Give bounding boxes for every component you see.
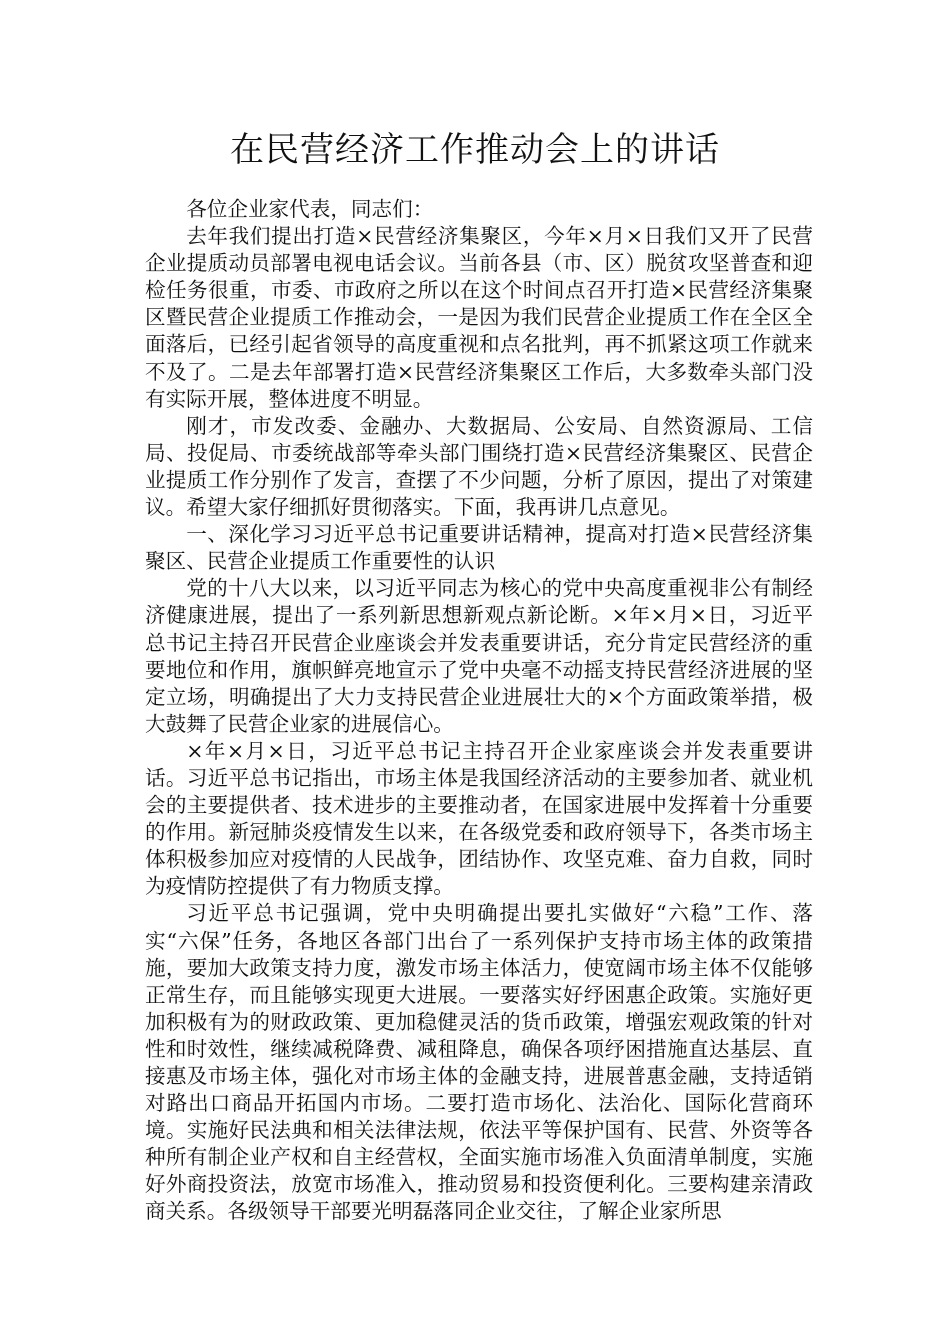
body-paragraph: ×年×月×日，习近平总书记主持召开企业家座谈会并发表重要讲话。习近平总书记指出，市场主体是我国经济活动的主要参加者、就业机会的主要提供者、技术进步的主要推动者，在国家进展中发挥着十分重要的作用。新冠肺炎疫情发生以来，在各级党委和政府领导下，各类市场主体积极参加应对疫情的人民战争，团结协作、攻坚克难、奋力自救，同时为疫情防控提供了有力物质支撑。	[145, 738, 813, 899]
body-paragraph: 去年我们提出打造×民营经济集聚区，今年×月×日我们又开了民营企业提质动员部署电视电话会议。当前各县（市、区）脱贫攻坚普查和迎检任务很重，市委、市政府之所以在这个时间点召开打造×民营经济集聚区暨民营企业提质工作推动会，一是因为我们民营企业提质工作在全区全面落后，已经引起省领导的高度重视和点名批判，再不抓紧这项工作就来不及了。二是去年部署打造×民营经济集聚区工作后，大多数牵头部门没有实际开展，整体进度不明显。	[145, 224, 813, 411]
body-paragraph: 刚才，市发改委、金融办、大数据局、公安局、自然资源局、工信局、投促局、市委统战部等牵头部门围绕打造×民营经济集聚区、民营企业提质工作分别作了发言，查摆了不少问题，分析了原因，提出了对策建议。希望大家仔细抓好贯彻落实。下面，我再讲几点意见。	[145, 413, 813, 520]
salutation-paragraph: 各位企业家代表，同志们：	[186, 197, 434, 221]
document-body	[145, 196, 813, 1226]
body-paragraph: 党的十八大以来，以习近平同志为核心的党中央高度重视非公有制经济健康进展，提出了一系列新思想新观点新论断。×年×月×日，习近平总书记主持召开民营企业座谈会并发表重要讲话，充分肯定民营经济的重要地位和作用，旗帜鲜亮地宣示了党中央毫不动摇支持民营经济进展的坚定立场，明确提出了大力支持民营企业进展壮大的×个方面政策举措，极大鼓舞了民营企业家的进展信心。	[145, 576, 813, 736]
document-title: 在民营经济工作推动会上的讲话	[230, 130, 720, 170]
body-paragraph: 习近平总书记强调，党中央明确提出要扎实做好“六稳”工作、落实“六保”任务，各地区各部门出台了一系列保护支持市场主体的政策措施，要加大政策支持力度，激发市场主体活力，使宽阔市场主体不仅能够正常生存，而且能够实现更大进展。一要落实好纾困惠企政策。实施好更加积极有为的财政政策、更加稳健灵活的货币政策，增强宏观政策的针对性和时效性，继续减税降费、减租降息，确保各项纾困措施直达基层、直接惠及市场主体，强化对市场主体的金融支持，进展普惠金融，支持适销对路出口商品开拓国内市场。二要打造市场化、法治化、国际化营商环境。实施好民法典和相关法律法规，依法平等保护国有、民营、外资等各种所有制企业产权和自主经营权，全面实施市场准入负面清单制度，实施好外商投资法，放宽市场准入，推动贸易和投资便利化。三要构建亲清政商关系。各级领导干部要光明磊落同企业交往，了解企业家所思	[145, 901, 813, 1224]
section-heading: 一、深化学习习近平总书记重要讲话精神，提高对打造×民营经济集聚区、民营企业提质工作重要性的认识	[145, 522, 813, 574]
